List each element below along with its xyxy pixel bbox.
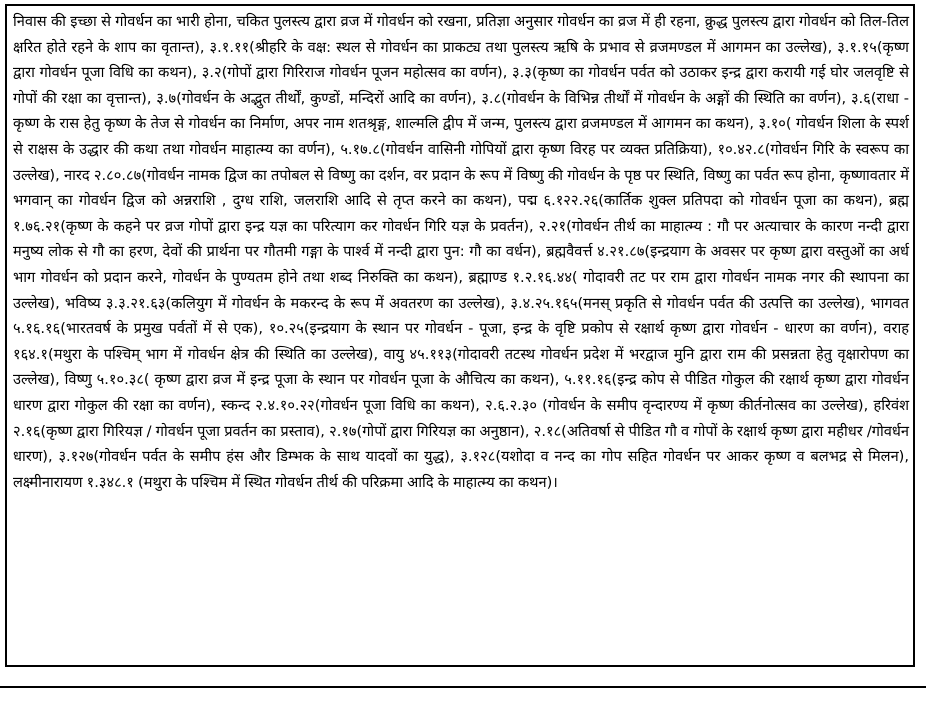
bottom-rule-divider	[0, 686, 926, 688]
document-body-text: निवास की इच्छा से गोवर्धन का भारी होना, चकित पुलस्त्य द्वारा व्रज में गोवर्धन को रखना, प्रतिज्ञा अनुसार गोवर्धन का व्रज में ही रहना, क्रुद्ध पुलस्त्य द्वारा गोवर्धन को तिल-तिल क्षरित होते रहने के शाप का वृतान्त), ३.१.११(श्रीहरि के वक्ष: स्थल से गोवर्धन का प्राकट्य तथा पुलस्त्य ऋषि के प्रभाव से व्रजमण्डल में आगमन का उल्लेख), ३.१.१५(कृष्ण द्वारा गोवर्धन पूजा विधि का कथन), ३.२(गोपों द्वारा गिरिराज गोवर्धन पूजन महोत्सव का वर्णन), ३.३(कृष्ण का गोवर्धन पर्वत को उठाकर इन्द्र द्वारा करायी गई घोर जलवृष्टि से गोपों की रक्षा का वृत्तान्त), ३.७(गोवर्धन के अद्भुत तीर्थों, कुण्डों, मन्दिरों आदि का वर्णन), ३.८(गोवर्धन के विभिन्न तीर्थों में गोवर्धन के अङ्गों की स्थिति का वर्णन), ३.६(राधा - कृष्ण के रास हेतु कृष्ण के तेज से गोवर्धन का निर्माण, अपर नाम शतश्रृङ्ग, शाल्मलि द्वीप में जन्म, पुलस्त्य द्वारा व्रजमण्डल में आगमन का कथन), ३.१०( गोवर्धन शिला के स्पर्श से राक्षस के उद्धार की कथा तथा गोवर्धन माहात्म्य का वर्णन), ५.१७.८(गोवर्धन वासिनी गोपियों द्वारा कृष्ण विरह पर व्यक्त प्रतिक्रिया), १०.४२.८(गोवर्धन गिरि के स्वरूप का उल्लेख), नारद २.८०.८७(गोवर्धन नामक द्विज का तपोबल से विष्णु का दर्शन, वर प्रदान के रूप में विष्णु की गोवर्धन के पृष्ठ पर स्थिति, विष्णु का पर्वत रूप होना, कृष्णावतार में भगवान् का गोवर्धन द्विज को अन्नराशि , दुग्ध राशि, जलराशि आदि से तृप्त करने का कथन), पद्म ६.१२२.२६(कार्तिक शुक्ल प्रतिपदा को गोवर्धन पूजा का कथन), ब्रह्म १.७६.२१(कृष्ण के कहने पर व्रज गोपों द्वारा इन्द्र यज्ञ का परित्याग कर गोवर्धन गिरि यज्ञ के प्रवर्तन), २.२१(गोवर्धन तीर्थ का माहात्म्य : गौ पर अत्याचार के कारण नन्दी द्वारा मनुष्य लोक से गौ का हरण, देवों की प्रार्थना पर गौतमी गङ्गा के पार्श्व में नन्दी द्वारा पुन: गौ का वर्धन), ब्रह्मवैवर्त्त ४.२१.८७(इन्द्रयाग के अवसर पर कृष्ण द्वारा वस्तुओं का अर्ध भाग गोवर्धन को प्रदान करने, गोवर्धन के पुण्यतम होने तथा शब्द निरुक्ति का कथन), ब्रह्माण्ड १.२.१६.४४( गोदावरी तट पर राम द्वारा गोवर्धन नामक नगर की स्थापना का उल्लेख), भविष्य ३.३.२१.६३(कलियुग में गोवर्धन के मकरन्द के रूप में अवतरण का उल्लेख), ३.४.२५.१६५(मनस् प्रकृति से गोवर्धन पर्वत की उत्पत्ति का उल्लेख), भागवत ५.१६.१६(भारतवर्ष के प्रमुख पर्वतों में से एक), १०.२५(इन्द्रयाग के स्थान पर गोवर्धन - पूजा, इन्द्र के वृष्टि प्रकोप से रक्षार्थ कृष्ण द्वारा गोवर्धन - धारण का वर्णन), वराह १६४.१(मथुरा के पश्चिम् भाग में गोवर्धन क्षेत्र की स्थिति का उल्लेख), वायु ४५.११३(गोदावरी तटस्थ गोवर्धन प्रदेश में भरद्वाज मुनि द्वारा राम की प्रसन्नता हेतु वृक्षारोपण का उल्लेख), विष्णु ५.१०.३८( कृष्ण द्वारा व्रज में इन्द्र पूजा के स्थान पर गोवर्धन पूजा के औचित्य का कथन), ५.११.१६(इन्द्र कोप से पीडित गोकुल की रक्षार्थ कृष्ण द्वारा गोवर्धन धारण द्वारा गोकुल की रक्षा का वर्णन), स्कन्द २.४.१०.२२(गोवर्धन पूजा विधि का कथन), २.६.२.३० (गोवर्धन के समीप वृन्दारण्य में कृष्ण कीर्तनोत्सव का उल्लेख), हरिवंश २.१६(कृष्ण द्वारा गिरियज्ञ / गोवर्धन पूजा प्रवर्तन का प्रस्ताव), २.१७(गोपों द्वारा गिरियज्ञ का अनुष्ठान), २.१८(अतिवर्षा से पीडित गौ व गोपों के रक्षार्थ कृष्ण द्वारा महीधर /गोवर्धन धारण), ३.१२७(गोवर्धन पर्वत के समीप हंस और डिम्भक के साथ यादवों का युद्ध), ३.१२८(यशोदा व नन्द का गोप सहित गोवर्धन पर आकर कृष्ण व बलभद्र से मिलन), लक्ष्मीनारायण १.३४८.१ (मथुरा के पश्चिम में स्थित गोवर्धन तीर्थ की परिक्रमा आदि के माहात्म्य का कथन)।	[13, 13, 909, 491]
